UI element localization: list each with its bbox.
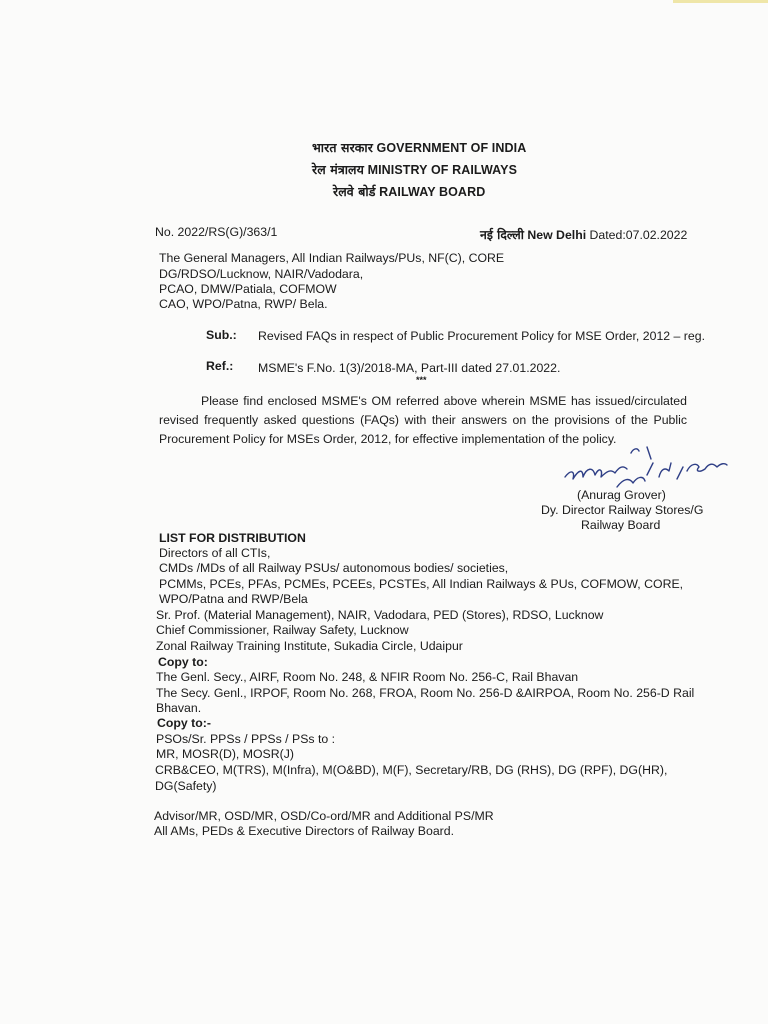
- distribution-line: WPO/Patna and RWP/Bela: [159, 592, 308, 606]
- copy-to-line: The Genl. Secy., AIRF, Room No. 248, & NFIR Room No. 256-C, Rail Bhavan: [156, 670, 579, 684]
- distribution-line: Chief Commissioner, Railway Safety, Lucknow: [156, 623, 409, 637]
- separator-stars: ***: [416, 375, 427, 385]
- subject-text: Revised FAQs in respect of Public Procurement Policy for MSE Order, 2012 – reg.: [258, 329, 705, 343]
- copy-to-line: The Secy. Genl., IRPOF, Room No. 268, FROA, Room No. 256-D &AIRPOA, Room No. 256-D Rail: [156, 686, 695, 700]
- header-line-3: [333, 183, 485, 200]
- header-hindi-board: रेलवे बोर्ड: [333, 184, 376, 199]
- signatory-name: (Anurag Grover): [577, 488, 666, 502]
- final-copy-line: All AMs, PEDs & Executive Directors of Railway Board.: [154, 824, 455, 838]
- final-copy-line: Advisor/MR, OSD/MR, OSD/Co-ord/MR and Additional PS/MR: [154, 809, 494, 823]
- distribution-line: Sr. Prof. (Material Management), NAIR, Vadodara, PED (Stores), RDSO, Lucknow: [156, 608, 604, 622]
- reference-text: MSME's F.No. 1(3)/2018-MA, Part-III dated 27.01.2022.: [258, 361, 561, 375]
- place-and-date: [480, 227, 687, 243]
- distribution-line: CMDs /MDs of all Railway PSUs/ autonomous bodies/ societies,: [159, 561, 509, 575]
- header-line-1: [312, 139, 526, 156]
- header-hindi-govt: भारत सरकार: [312, 140, 373, 155]
- copy-to-line: Bhavan.: [156, 701, 202, 715]
- copy-to-line: MR, MOSR(D), MOSR(J): [156, 747, 294, 761]
- copy-to-line: CRB&CEO, M(TRS), M(Infra), M(O&BD), M(F), Secretary/RB, DG (RHS), DG (RPF), DG(HR),: [155, 763, 668, 777]
- header-line-2: [312, 161, 517, 178]
- letter-date: Dated:07.02.2022: [589, 228, 688, 242]
- body-paragraph-text: Please find enclosed MSME's OM referred above wherein MSME has issued/circulated revised frequently asked questions (FAQs) with their answers on the provisions of the Public Procurement Policy for MSEs Order, 2012, for effective implementation of the policy.: [159, 394, 687, 446]
- addressee-line: DG/RDSO/Lucknow, NAIR/Vadodara,: [159, 267, 364, 281]
- addressee-line: CAO, WPO/Patna, RWP/ Bela.: [159, 297, 328, 311]
- header-hindi-ministry: रेल मंत्रालय: [312, 162, 364, 177]
- header-railway-board: RAILWAY BOARD: [379, 185, 486, 199]
- handwritten-signature: [555, 433, 735, 495]
- header-ministry-of-railways: MINISTRY OF RAILWAYS: [367, 163, 518, 177]
- letter-number: No. 2022/RS(G)/363/1: [155, 225, 278, 239]
- signatory-office: Railway Board: [581, 518, 661, 532]
- header-govt-of-india: GOVERNMENT OF INDIA: [376, 141, 527, 155]
- subject-label: Sub.:: [206, 328, 237, 342]
- copy-to-heading-2: Copy to:-: [157, 716, 211, 730]
- copy-to-line: PSOs/Sr. PPSs / PPSs / PSs to :: [156, 732, 336, 746]
- distribution-heading: LIST FOR DISTRIBUTION: [159, 531, 306, 545]
- copy-to-heading: Copy to:: [158, 655, 208, 669]
- place-english: New Delhi: [527, 228, 587, 242]
- signatory-designation: Dy. Director Railway Stores/G: [541, 503, 704, 517]
- addressee-line: The General Managers, All Indian Railways/PUs, NF(C), CORE: [159, 251, 505, 265]
- place-hindi: नई दिल्ली: [480, 228, 524, 242]
- reference-label: Ref.:: [206, 359, 234, 373]
- scan-edge-mark: [673, 0, 768, 3]
- distribution-line: PCMMs, PCEs, PFAs, PCMEs, PCEEs, PCSTEs, All Indian Railways & PUs, COFMOW, CORE,: [159, 577, 684, 591]
- distribution-line: Directors of all CTIs,: [159, 546, 271, 560]
- copy-to-line: DG(Safety): [155, 779, 217, 793]
- distribution-line: Zonal Railway Training Institute, Sukadia Circle, Udaipur: [156, 639, 463, 653]
- addressee-line: PCAO, DMW/Patiala, COFMOW: [159, 282, 337, 296]
